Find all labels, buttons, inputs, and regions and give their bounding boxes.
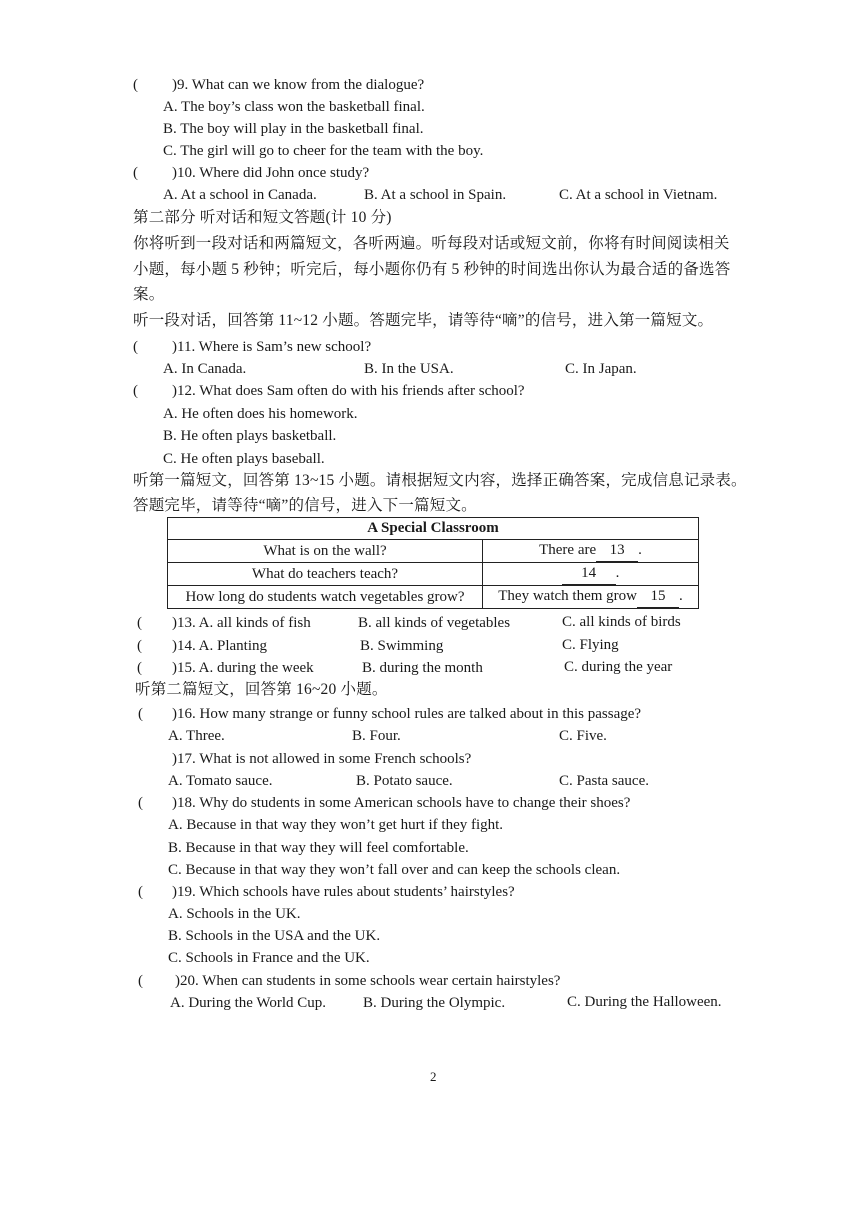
question-10-option-a: A. At a school in Canada. xyxy=(163,187,317,203)
answer-paren: ( xyxy=(133,165,138,181)
question-17-option-b: B. Potato sauce. xyxy=(356,773,453,789)
table-answer-cell xyxy=(483,563,699,586)
table-answer-cell xyxy=(483,540,699,563)
question-15-option-c: C. during the year xyxy=(564,659,673,675)
question-14-option-b: B. Swimming xyxy=(360,638,444,654)
question-12-stem: )12. What does Sam often do with his friends after school? xyxy=(172,383,525,399)
part-2-heading: 第二部分 听对话和短文答题(计 10 分) xyxy=(133,209,392,226)
info-record-table xyxy=(167,517,699,609)
dialog-intro: 听一段对话，回答第 11~12 小题。答题完毕，请等待“嘀”的信号，进入第一篇短文。 xyxy=(133,312,714,329)
question-16-option-c: C. Five. xyxy=(559,728,607,744)
question-9-stem: )9. What can we know from the dialogue? xyxy=(172,77,425,93)
table-title: A Special Classroom xyxy=(168,518,699,540)
answer-blank-14: 14 xyxy=(562,563,616,585)
answer-paren: ( xyxy=(133,77,138,93)
question-19-option-c: C. Schools in France and the UK. xyxy=(168,950,370,966)
answer-blank-13: 13 xyxy=(596,540,638,562)
answer-paren: ( xyxy=(137,615,142,631)
question-19-option-a: A. Schools in the UK. xyxy=(168,906,301,922)
question-9-option-c: C. The girl will go to cheer for the team with the boy. xyxy=(163,143,484,159)
question-16-stem: )16. How many strange or funny school rules are talked about in this passage? xyxy=(172,706,642,722)
question-11-option-a: A. In Canada. xyxy=(163,361,247,377)
question-20-option-c: C. During the Halloween. xyxy=(567,994,722,1010)
table-question-cell: How long do students watch vegetables grow? xyxy=(168,586,483,609)
question-20-option-a: A. During the World Cup. xyxy=(170,995,327,1011)
instructions-line-3: 案。 xyxy=(133,286,165,303)
passage-1-intro-line-1: 听第一篇短文，回答第 13~15 小题。请根据短文内容，选择正确答案，完成信息记录表。 xyxy=(133,472,747,489)
answer-paren: ( xyxy=(137,660,142,676)
question-15-option-b: B. during the month xyxy=(362,660,483,676)
answer-paren: ( xyxy=(138,795,143,811)
question-10-option-b: B. At a school in Spain. xyxy=(364,187,507,203)
question-14-stem: )14. A. Planting xyxy=(172,638,268,654)
answer-paren: ( xyxy=(133,339,138,355)
answer-paren: ( xyxy=(138,884,143,900)
answer-suffix: . xyxy=(678,588,683,604)
question-12-option-b: B. He often plays basketball. xyxy=(163,428,337,444)
answer-paren: ( xyxy=(137,638,142,654)
answer-paren: ( xyxy=(133,383,138,399)
question-9-option-b: B. The boy will play in the basketball final. xyxy=(163,121,424,137)
question-17-option-a: A. Tomato sauce. xyxy=(168,773,273,789)
question-18-stem: )18. Why do students in some American schools have to change their shoes? xyxy=(172,795,631,811)
question-11-stem: )11. Where is Sam’s new school? xyxy=(172,339,372,355)
question-13-option-c: C. all kinds of birds xyxy=(562,614,681,630)
passage-1-intro-line-2: 答题完毕，请等待“嘀”的信号，进入下一篇短文。 xyxy=(133,497,477,514)
answer-paren: ( xyxy=(138,706,143,722)
question-18-option-b: B. Because in that way they will feel comfortable. xyxy=(168,840,469,856)
question-12-option-c: C. He often plays baseball. xyxy=(163,451,325,467)
table-row xyxy=(168,586,699,609)
question-10-option-c: C. At a school in Vietnam. xyxy=(559,187,718,203)
question-13-stem: )13. A. all kinds of fish xyxy=(172,615,311,631)
passage-2-intro: 听第二篇短文，回答第 16~20 小题。 xyxy=(135,681,388,698)
question-12-option-a: A. He often does his homework. xyxy=(163,406,358,422)
question-16-option-b: B. Four. xyxy=(352,728,401,744)
answer-suffix: . xyxy=(615,565,620,581)
answer-blank-15: 15 xyxy=(637,586,679,608)
question-19-stem: )19. Which schools have rules about students’ hairstyles? xyxy=(172,884,515,900)
instructions-line-2: 小题，每小题 5 秒钟；听完后，每小题你仍有 5 秒钟的时间选出你认为最合适的备选答 xyxy=(133,261,731,278)
question-11-option-b: B. In the USA. xyxy=(364,361,454,377)
table-title-row xyxy=(168,518,699,540)
question-18-option-a: A. Because in that way they won’t get hurt if they fight. xyxy=(168,817,504,833)
answer-prefix: There are xyxy=(539,542,597,558)
question-17-option-c: C. Pasta sauce. xyxy=(559,773,649,789)
table-answer-cell xyxy=(483,586,699,609)
question-9-option-a: A. The boy’s class won the basketball final. xyxy=(163,99,425,115)
table-question-cell: What do teachers teach? xyxy=(168,563,483,586)
question-14-option-c: C. Flying xyxy=(562,637,619,653)
answer-suffix: . xyxy=(638,542,642,558)
instructions-line-1: 你将听到一段对话和两篇短文，各听两遍。听每段对话或短文前，你将有时间阅读相关 xyxy=(133,235,730,252)
answer-paren: ( xyxy=(138,973,143,989)
table-row xyxy=(168,540,699,563)
question-20-stem: )20. When can students in some schools wear certain hairstyles? xyxy=(175,973,561,989)
question-18-option-c: C. Because in that way they won’t fall over and can keep the schools clean. xyxy=(168,862,621,878)
table-row xyxy=(168,563,699,586)
question-13-option-b: B. all kinds of vegetables xyxy=(358,615,511,631)
question-16-option-a: A. Three. xyxy=(168,728,225,744)
answer-prefix: They watch them grow xyxy=(498,588,637,604)
question-17-stem: )17. What is not allowed in some French schools? xyxy=(172,751,472,767)
question-15-stem: )15. A. during the week xyxy=(172,660,314,676)
question-11-option-c: C. In Japan. xyxy=(565,361,637,377)
question-20-option-b: B. During the Olympic. xyxy=(363,995,506,1011)
question-10-stem: )10. Where did John once study? xyxy=(172,165,370,181)
question-19-option-b: B. Schools in the USA and the UK. xyxy=(168,928,381,944)
page-number: 2 xyxy=(430,1069,437,1084)
table-question-cell: What is on the wall? xyxy=(168,540,483,563)
